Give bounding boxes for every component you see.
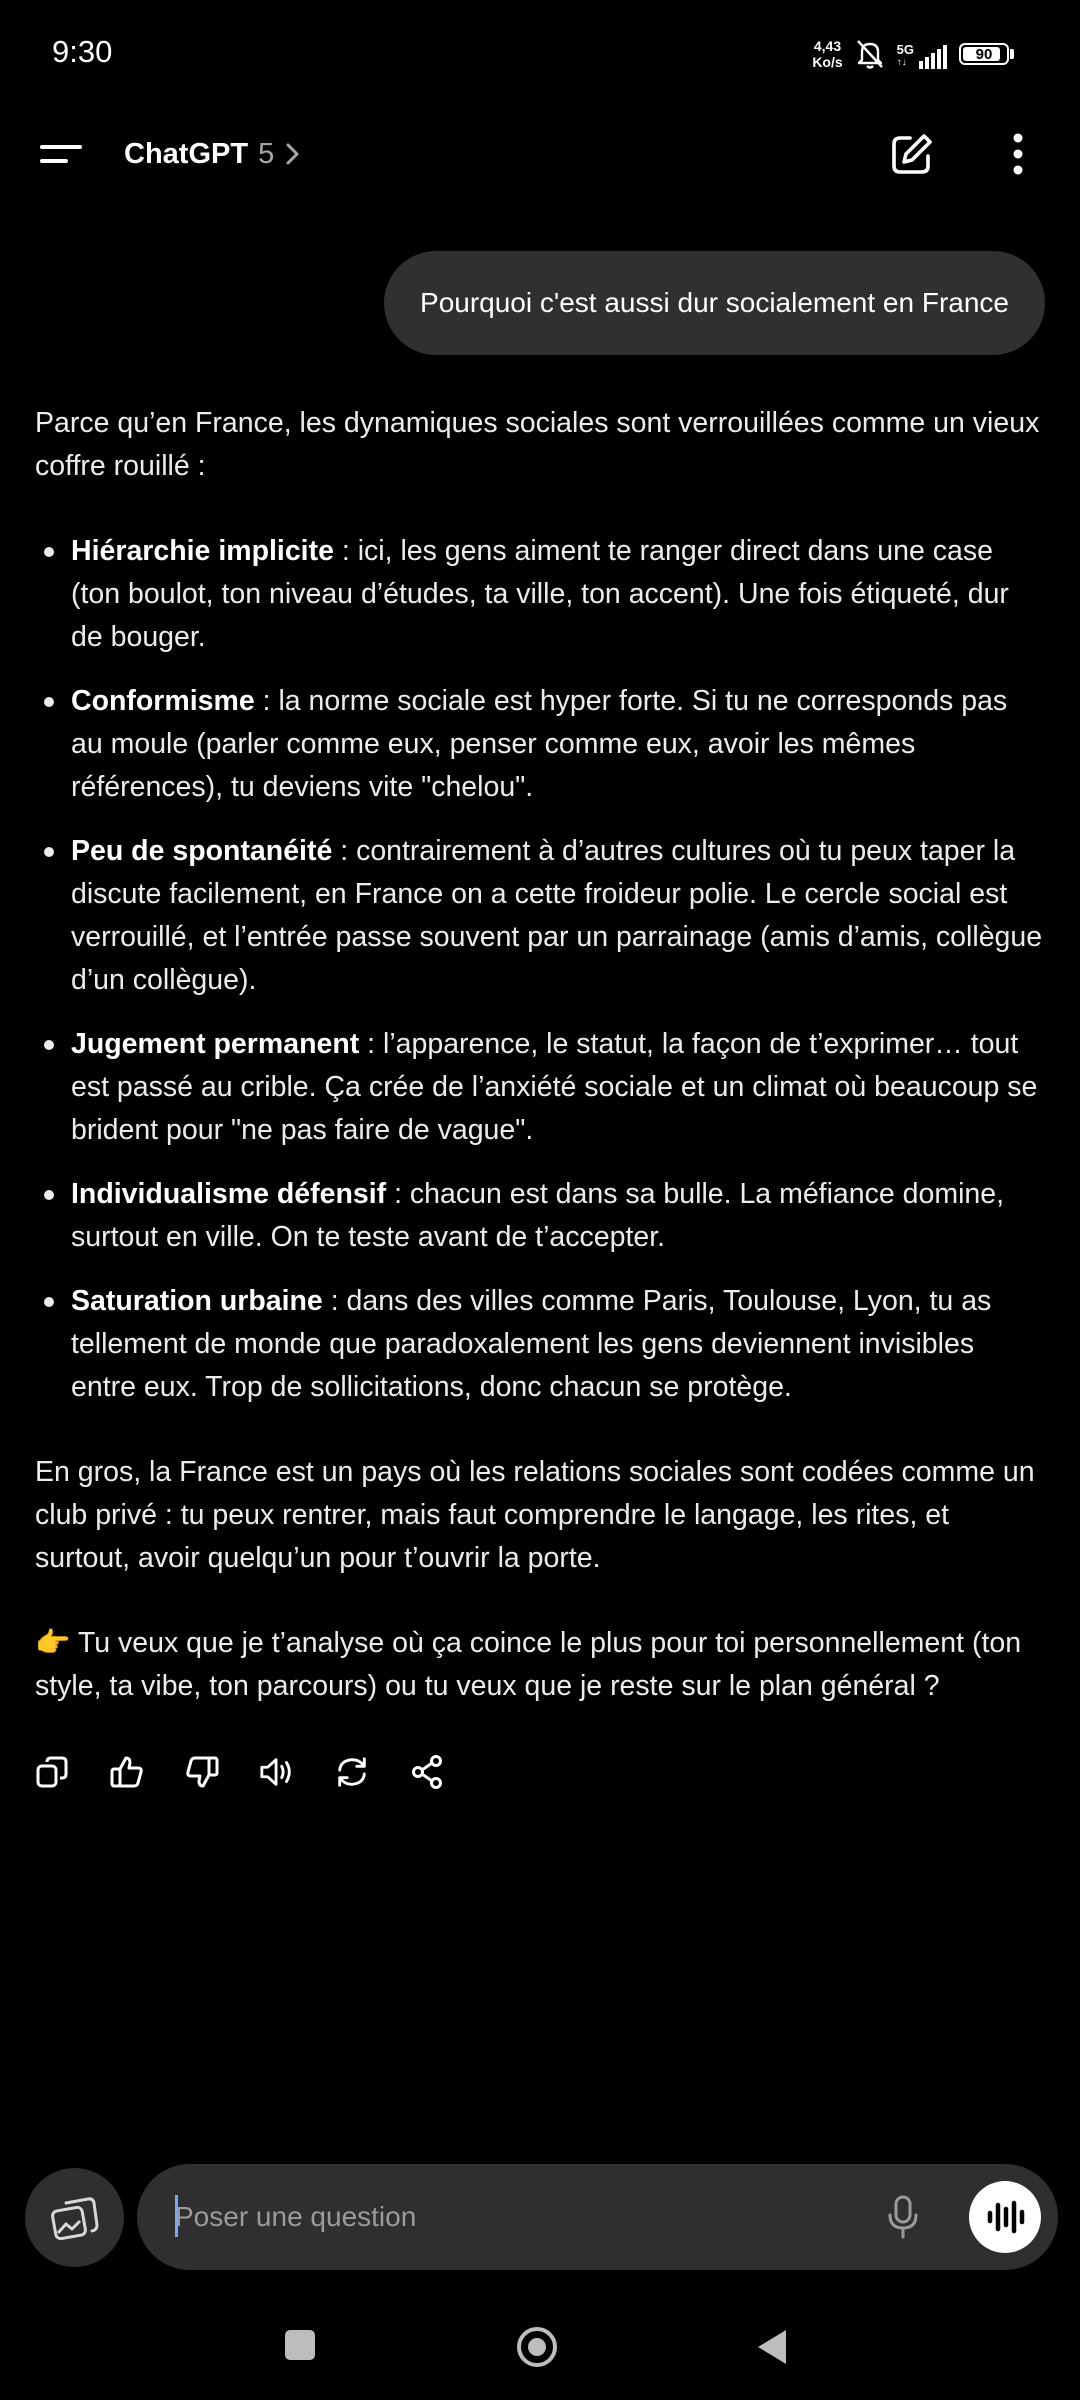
chevron-right-icon [284,140,302,168]
voice-mode-button[interactable] [969,2181,1041,2253]
message-input[interactable] [175,2192,855,2242]
list-item [35,1023,1045,1152]
signal-icon: ↑↓ [896,57,907,68]
image-picker-icon [50,2195,100,2241]
new-chat-button[interactable] [888,130,936,178]
regenerate-icon [334,1754,370,1790]
back-button[interactable] [752,2326,792,2368]
home-button[interactable] [515,2325,559,2369]
bullet-dot [44,1190,54,1200]
point-title: Conformisme [71,685,255,717]
regenerate-button[interactable] [334,1752,370,1792]
point-text: : l’apparence, le statut, la façon de t’exprimer… tout est passé au crible. Ça crée de l’anxiété sociale et un climat où beaucoup se brident pour "ne pas faire de vague". [71,1028,1038,1146]
message-composer [137,2164,1058,2270]
bullet-dot [44,547,54,557]
battery-icon [959,43,1014,65]
dictate-button[interactable] [879,2192,927,2242]
list-item [35,530,1045,659]
status-time: 9:30 [52,34,113,69]
text-caret [175,2195,178,2237]
bad-response-button[interactable] [184,1752,220,1792]
attach-image-button[interactable] [25,2168,124,2267]
bullet-dot [44,1297,54,1307]
battery-level: 90 [975,45,993,63]
list-item [35,830,1045,1002]
bell-muted-icon [855,38,885,70]
app-title: ChatGPT [124,137,249,170]
point-title: Jugement permanent [71,1028,360,1060]
point-title: Individualisme défensif [71,1178,387,1210]
network-speed-unit: Ko/s [812,54,843,70]
read-aloud-icon [259,1754,295,1790]
share-button[interactable] [409,1752,445,1792]
bullet-dot [44,1040,54,1050]
signal-indicator [897,39,947,69]
status-icons [812,34,1014,74]
app-header [0,110,1080,196]
read-aloud-button[interactable] [259,1752,295,1792]
assistant-intro: Parce qu’en France, les dynamiques sociales sont verrouillées comme un vieux coffre rouillé : [35,407,1040,482]
assistant-followup: 👉 Tu veux que je t’analyse où ça coince le plus pour toi personnellement (ton style, ta vibe, ton parcours) ou tu veux que je reste sur le plan général ? [35,1627,1022,1702]
thumbs-down-icon [184,1754,220,1790]
microphone-icon [885,2194,921,2240]
list-item [35,680,1045,809]
point-text: : la norme sociale est hyper forte. Si tu ne corresponds pas au moule (parler comme eux, penser comme eux, avoir les mêmes références), tu deviens vite "chelou". [71,685,1008,803]
menu-button[interactable] [38,132,86,176]
assistant-summary: En gros, la France est un pays où les relations sociales sont codées comme un club privé : tu peux rentrer, mais faut comprendre le langage, les rites, et surtout, avoir quelqu’un pour t’ouvrir la porte. [35,1456,1035,1574]
model-version: 5 [258,137,275,170]
message-actions [34,1752,445,1792]
more-icon [998,130,1038,178]
voice-mode-icon [985,2199,1025,2235]
network-speed-value: 4,43 [813,38,842,54]
battery-indicator [959,43,1009,65]
assistant-message [35,402,1045,1708]
point-text: : chacun est dans sa bulle. La méfiance domine, surtout en ville. On te teste avant de t’accepter. [71,1178,1005,1253]
back-icon [752,2326,792,2368]
good-response-button[interactable] [109,1752,145,1792]
menu-icon [38,132,86,176]
network-speed [812,38,842,70]
more-options-button[interactable] [998,130,1038,178]
model-selector[interactable] [124,134,302,174]
user-message-bubble[interactable] [384,251,1045,355]
list-item [35,1280,1045,1409]
point-title: Peu de spontanéité [71,835,333,867]
status-bar [0,0,1080,110]
new-chat-icon [888,130,936,178]
home-icon [515,2325,559,2369]
thumbs-up-icon [109,1754,145,1790]
copy-button[interactable] [34,1752,70,1792]
recents-icon[interactable] [285,2330,315,2360]
point-text: : ici, les gens aiment te ranger direct dans une case (ton boulot, ton niveau d’études, ta ville, ton accent). Une fois étiqueté, dur de bouger. [71,535,1009,653]
network-type: 5G [896,42,914,57]
point-text: : contrairement à d’autres cultures où tu peux taper la discute facilement, en France on a cette froideur polie. Le cercle social est verrouillé, et l’entrée passe souvent par un parrainage (amis d’amis, collègue d’un collègue). [71,835,1043,996]
bullet-dot [44,847,54,857]
assistant-points-list [35,530,1045,1409]
bullet-dot [44,697,54,707]
user-message-text: Pourquoi c'est aussi dur socialement en France [420,287,1009,318]
battery-tip [1010,49,1014,59]
point-title: Hiérarchie implicite [71,535,334,567]
copy-icon [34,1754,70,1790]
list-item [35,1173,1045,1259]
point-text: : dans des villes comme Paris, Toulouse, Lyon, tu as tellement de monde que paradoxalement les gens deviennent invisibles entre eux. Trop de sollicitations, donc chacun se protège. [71,1285,992,1403]
share-icon [409,1754,445,1790]
point-title: Saturation urbaine [71,1285,323,1317]
